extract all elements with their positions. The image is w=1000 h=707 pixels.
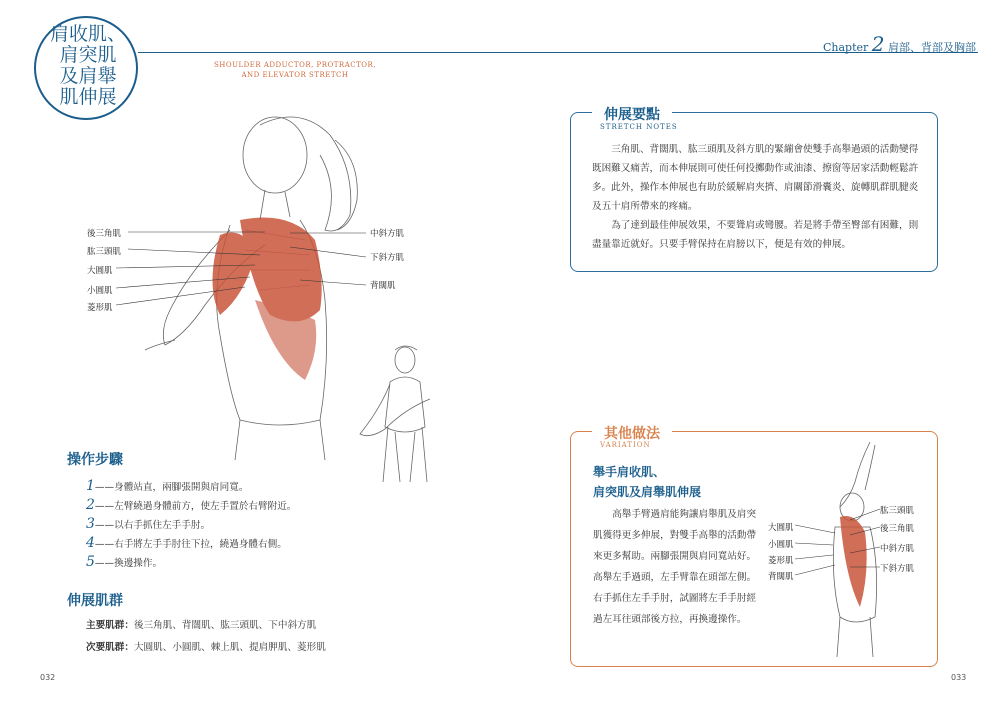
chapter-prefix: Chapter	[822, 41, 869, 54]
title-line: 及肩舉	[59, 65, 117, 87]
step-text: ——換邊操作。	[94, 558, 163, 569]
step-number: 4	[86, 535, 95, 551]
notes-paragraph: 三角肌、背闊肌、肱三頭肌及斜方肌的緊繃會使雙手高舉過頭的活動變得既困難又痛苦，而本伸展則可使任何投擲動作或油漆、擦窗等居家活動輕鬆許多。此外，操作本伸展也有助於緩解肩夾擠、肩關節滑囊炎、旋轉肌群肌腱炎及五十肩所帶來的疼痛。	[592, 144, 919, 212]
step-item	[86, 515, 406, 534]
step-text: ——身體站直，兩腳張開與肩同寬。	[94, 482, 249, 493]
front-view-figure	[350, 342, 440, 492]
page-number-right: 033	[951, 673, 967, 682]
step-item	[86, 534, 406, 553]
page-title	[40, 24, 136, 108]
step-item	[86, 553, 406, 572]
variation-label-triceps: 肱三頭肌	[880, 506, 915, 516]
label-posterior-deltoid: 後三角肌	[87, 229, 122, 239]
variation-sub: VARIATION	[600, 441, 651, 449]
chapter-header	[823, 32, 976, 56]
primary-value: 後三角肌、背闊肌、肱三頭肌、下中斜方肌	[133, 620, 317, 631]
title-line: 肩突肌	[59, 44, 117, 66]
variation-label-lower-trapezius: 下斜方肌	[880, 564, 915, 574]
variation-label-teres-minor: 小圓肌	[768, 540, 794, 550]
muscle-list	[86, 615, 446, 659]
variation-title-line: 舉手肩收肌、	[593, 465, 666, 479]
english-subtitle: SHOULDER ADDUCTOR, PROTRACTOR, AND ELEVATOR STRETCH	[213, 61, 377, 79]
right-label-leaders	[290, 225, 370, 295]
steps-heading: 操作步驟	[67, 452, 123, 468]
title-line: 肩收肌、	[49, 23, 126, 45]
variation-label-teres-major: 大圓肌	[768, 523, 794, 533]
stretch-notes-sub: STRETCH NOTES	[600, 123, 678, 131]
chapter-number: 2	[871, 32, 885, 56]
secondary-label: 次要肌群：	[86, 642, 134, 653]
steps-list	[86, 477, 406, 572]
variation-label-rhomboids: 菱形肌	[768, 556, 794, 566]
label-teres-major: 大圓肌	[87, 266, 113, 276]
label-rhomboids: 菱形肌	[87, 303, 113, 313]
page-number-left: 032	[40, 673, 56, 682]
step-text: ——右手將左手手肘往下拉，繞過身體右側。	[94, 539, 287, 550]
variation-text: 高舉手臂過肩能夠讓肩舉肌及肩突肌獲得更多伸展，對雙手高舉的活動帶來更多幫助。兩腳張開與肩同寬站好。高舉左手過頭，左手臂靠在頭部左側。右手抓住左手手肘，試圖將左手手肘經過左耳往頭部後方拉，再換邊操作。	[593, 509, 757, 625]
stretch-notes-heading: 伸展要點	[598, 107, 666, 123]
notes-paragraph: 為了達到最佳伸展效果，不要聳肩或彎腰。若是將手帶至臀部有困難，則盡量靠近就好。只要手臂保持在肩膀以下，便是有效的伸展。	[592, 220, 919, 250]
variation-title	[593, 462, 701, 502]
secondary-value: 大圓肌、小圓肌、棘上肌、提肩胛肌、菱形肌	[133, 642, 326, 653]
variation-label-leaders	[795, 505, 885, 585]
primary-label: 主要肌群：	[86, 620, 134, 631]
variation-title-line: 肩突肌及肩舉肌伸展	[593, 485, 702, 499]
step-number: 1	[86, 478, 95, 494]
label-middle-trapezius: 中斜方肌	[370, 229, 405, 239]
stretch-notes-body	[592, 140, 922, 254]
chapter-label: 肩部、背部及胸部	[888, 41, 976, 54]
stretch-notes-header	[592, 104, 672, 124]
step-text: ——左臂繞過身體前方，使左手置於右臂附近。	[94, 501, 297, 512]
step-number: 3	[86, 516, 95, 532]
primary-muscles	[86, 615, 446, 637]
step-item	[86, 496, 406, 515]
step-text: ——以右手抓住左手手肘。	[94, 520, 211, 531]
label-teres-minor: 小圓肌	[87, 286, 113, 296]
variation-label-posterior-deltoid: 後三角肌	[880, 524, 915, 534]
secondary-muscles	[86, 637, 446, 659]
title-line: 肌伸展	[59, 86, 117, 108]
step-item	[86, 477, 406, 496]
step-number: 2	[86, 497, 95, 513]
variation-label-latissimus: 背闊肌	[768, 572, 794, 582]
variation-label-middle-trapezius: 中斜方肌	[880, 544, 915, 554]
muscles-heading: 伸展肌群	[67, 593, 123, 609]
label-latissimus: 背闊肌	[370, 281, 396, 291]
variation-header	[592, 423, 672, 443]
variation-heading: 其他做法	[598, 426, 666, 442]
step-number: 5	[86, 554, 95, 570]
label-triceps: 肱三頭肌	[87, 247, 122, 257]
label-lower-trapezius: 下斜方肌	[370, 253, 405, 263]
